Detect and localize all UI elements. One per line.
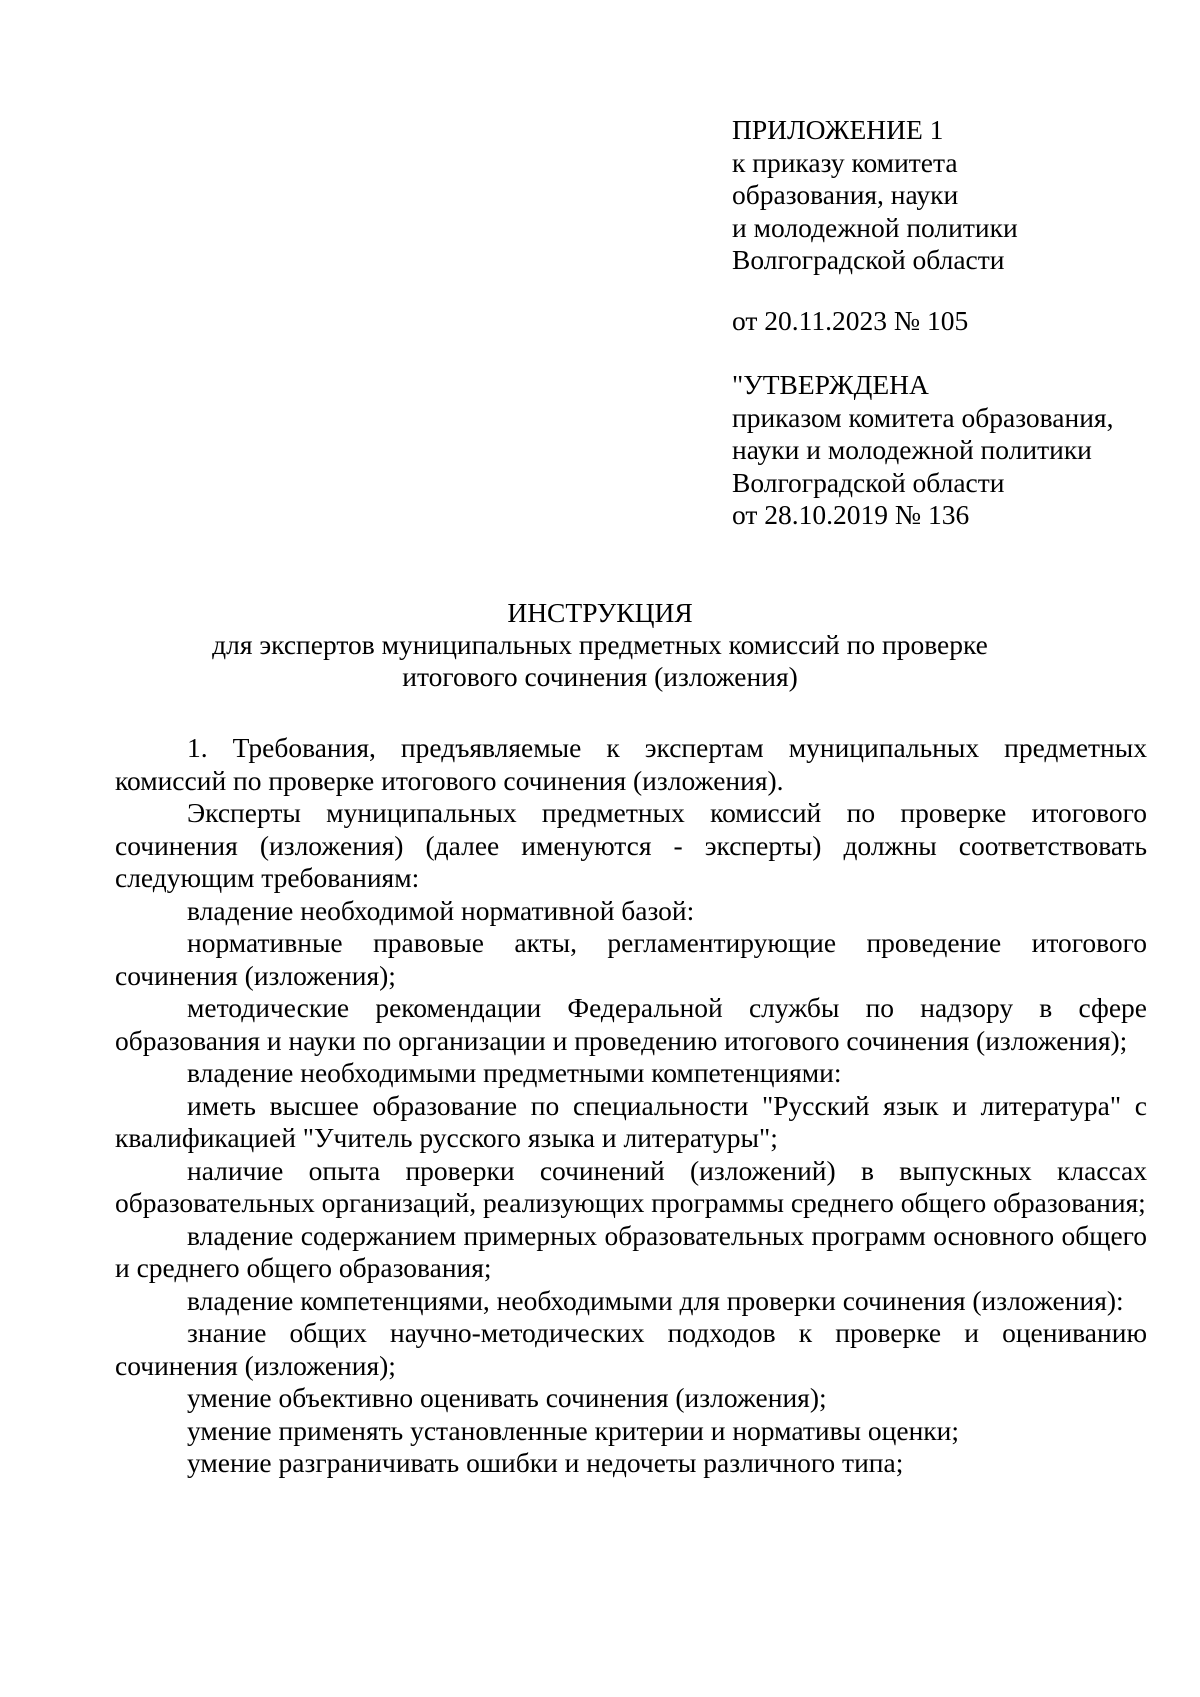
paragraph: владение содержанием примерных образовательных программ основного общего и среднего общего образования; [115,1219,1147,1283]
appendix-order-line: и молодежной политики [732,211,1018,243]
appendix-header [732,114,1172,532]
paragraph: нормативные правовые акты, регламентирующие проведение итогового сочинения (изложения); [115,927,1147,991]
paragraph: умение разграничивать ошибки и недочеты различного типа; [187,1447,904,1478]
appendix-order-line: к приказу комитета [732,146,958,178]
paragraph: знание общих научно-методических подходов к проверке и оцениванию сочинения (изложения); [115,1317,1147,1381]
approved-line: от 28.10.2019 № 136 [732,499,970,530]
order-date-number: от 20.11.2023 № 105 [732,304,969,336]
title-heading: ИНСТРУКЦИЯ [507,597,693,628]
approved-label: "УТВЕРЖДЕНА [732,369,929,400]
title-subtitle-line: для экспертов муниципальных предметных комиссий по проверке [212,629,988,660]
approved-line: приказом комитета образования, [732,401,1114,433]
title-subtitle-line: итогового сочинения (изложения) [402,661,798,692]
appendix-order-line: образования, науки [732,179,959,210]
appendix-order-line: Волгоградской области [732,244,1005,275]
paragraph: умение применять установленные критерии и нормативы оценки; [187,1414,960,1446]
paragraph: умение объективно оценивать сочинения (изложения); [187,1382,827,1413]
approved-line: науки и молодежной политики [732,434,1092,465]
document-title [0,597,1200,693]
paragraph: владение необходимой нормативной базой: [187,894,695,926]
paragraph: методические рекомендации Федеральной службы по надзору в сфере образования и науки по организации и проведению итогового сочинения (изложения); [115,992,1147,1056]
paragraph: владение компетенциями, необходимыми для проверки сочинения (изложения): [187,1284,1124,1316]
paragraph: Эксперты муниципальных предметных комиссий по проверке итогового сочинения (изложения) (далее именуются - эксперты) должны соответствовать следующим требованиям: [115,797,1147,893]
paragraph: владение необходимыми предметными компетенциями: [187,1057,842,1088]
document-body [115,732,1147,1480]
appendix-label: ПРИЛОЖЕНИЕ 1 [732,114,944,145]
paragraph: наличие опыта проверки сочинений (изложений) в выпускных классах образовательных организаций, реализующих программы среднего общего образования; [115,1154,1147,1218]
paragraph: иметь высшее образование по специальности "Русский язык и литература" с квалификацией "Учитель русского языка и литературы"; [115,1089,1147,1153]
paragraph: 1. Требования, предъявляемые к экспертам муниципальных предметных комиссий по проверке итогового сочинения (изложения). [115,732,1147,796]
approved-line: Волгоградской области [732,466,1005,498]
